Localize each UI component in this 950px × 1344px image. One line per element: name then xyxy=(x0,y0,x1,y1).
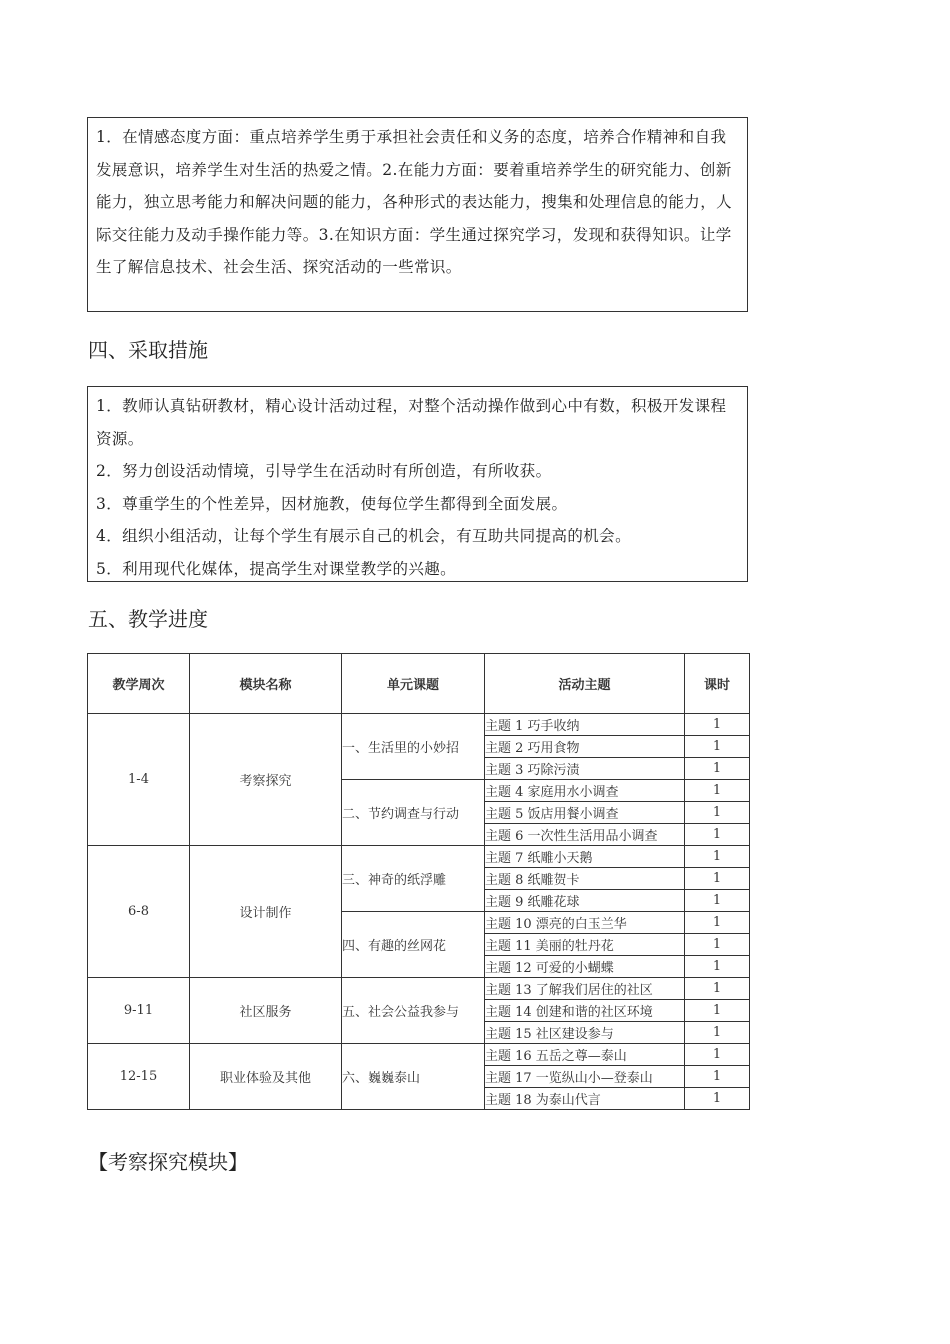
topic-cell: 主题 8 纸雕贺卡 xyxy=(485,868,685,890)
topic-cell: 主题 18 为泰山代言 xyxy=(485,1088,685,1110)
hours-cell: 1 xyxy=(685,780,750,802)
hours-cell: 1 xyxy=(685,1022,750,1044)
topic-cell: 主题 12 可爱的小蝴蝶 xyxy=(485,956,685,978)
module-cell: 职业体验及其他 xyxy=(190,1044,342,1110)
table-header-row xyxy=(88,654,750,714)
topic-cell: 主题 4 家庭用水小调查 xyxy=(485,780,685,802)
hours-cell: 1 xyxy=(685,824,750,846)
weeks-cell: 12-15 xyxy=(88,1044,190,1110)
module-cell: 社区服务 xyxy=(190,978,342,1044)
topic-cell: 主题 14 创建和谐的社区环境 xyxy=(485,1000,685,1022)
hours-cell: 1 xyxy=(685,978,750,1000)
col-header-topic: 活动主题 xyxy=(485,654,685,714)
weeks-cell: 6-8 xyxy=(88,846,190,978)
hours-cell: 1 xyxy=(685,1088,750,1110)
topic-cell: 主题 15 社区建设参与 xyxy=(485,1022,685,1044)
measure-item: 3．尊重学生的个性差异，因材施教，使每位学生都得到全面发展。 xyxy=(96,494,568,513)
col-header-module: 模块名称 xyxy=(190,654,342,714)
table-row xyxy=(88,1044,750,1066)
col-header-unit: 单元课题 xyxy=(342,654,485,714)
module-cell: 考察探究 xyxy=(190,714,342,846)
hours-cell: 1 xyxy=(685,846,750,868)
measure-item: 2．努力创设活动情境，引导学生在活动时有所创造，有所收获。 xyxy=(96,462,552,480)
topic-cell: 主题 11 美丽的牡丹花 xyxy=(485,934,685,956)
topic-cell: 主题 2 巧用食物 xyxy=(485,736,685,758)
section5-heading: 五、教学进度 xyxy=(88,607,208,631)
hours-cell: 1 xyxy=(685,1066,750,1088)
unit-cell: 四、有趣的丝网花 xyxy=(342,912,485,978)
topic-cell: 主题 17 一览纵山小—登泰山 xyxy=(485,1066,685,1088)
measure-item: 5．利用现代化媒体，提高学生对课堂教学的兴趣。 xyxy=(96,559,457,578)
measures-box xyxy=(87,386,748,582)
unit-cell: 五、社会公益我参与 xyxy=(342,978,485,1044)
topic-cell: 主题 16 五岳之尊—泰山 xyxy=(485,1044,685,1066)
goals-text: 1．在情感态度方面：重点培养学生勇于承担社会责任和义务的态度，培养合作精神和自我发展意识，培养学生对生活的热爱之情。2.在能力方面：要着重培养学生的研究能力、创新能力，独立思考能力和解决问题的能力，各种形式的表达能力，搜集和处理信息的能力，人际交往能力及动手操作能力等。3.在知识方面：学生通过探究学习，发现和获得知识。让学生了解信息技术、社会生活、探究活动的一些常识。 xyxy=(96,128,733,276)
schedule-table xyxy=(87,653,750,1110)
topic-cell: 主题 1 巧手收纳 xyxy=(485,714,685,736)
table-row xyxy=(88,846,750,868)
unit-cell: 二、节约调查与行动 xyxy=(342,780,485,846)
module-cell: 设计制作 xyxy=(190,846,342,978)
topic-cell: 主题 10 漂亮的白玉兰华 xyxy=(485,912,685,934)
unit-cell: 六、巍巍泰山 xyxy=(342,1044,485,1110)
hours-cell: 1 xyxy=(685,934,750,956)
measure-item: 1．教师认真钻研教材，精心设计活动过程，对整个活动操作做到心中有数，积极开发课程资源。 xyxy=(96,397,727,448)
topic-cell: 主题 5 饭店用餐小调查 xyxy=(485,802,685,824)
measure-item: 4．组织小组活动，让每个学生有展示自己的机会，有互助共同提高的机会。 xyxy=(96,527,631,545)
hours-cell: 1 xyxy=(685,868,750,890)
hours-cell: 1 xyxy=(685,890,750,912)
topic-cell: 主题 9 纸雕花球 xyxy=(485,890,685,912)
table-row xyxy=(88,978,750,1000)
hours-cell: 1 xyxy=(685,956,750,978)
unit-cell: 一、生活里的小妙招 xyxy=(342,714,485,780)
weeks-cell: 1-4 xyxy=(88,714,190,846)
hours-cell: 1 xyxy=(685,1000,750,1022)
section6-heading: 【考察探究模块】 xyxy=(88,1150,248,1174)
topic-cell: 主题 6 一次性生活用品小调查 xyxy=(485,824,685,846)
hours-cell: 1 xyxy=(685,736,750,758)
hours-cell: 1 xyxy=(685,714,750,736)
hours-cell: 1 xyxy=(685,802,750,824)
hours-cell: 1 xyxy=(685,912,750,934)
topic-cell: 主题 3 巧除污渍 xyxy=(485,758,685,780)
table-row xyxy=(88,714,750,736)
unit-cell: 三、神奇的纸浮雕 xyxy=(342,846,485,912)
hours-cell: 1 xyxy=(685,758,750,780)
goals-box xyxy=(87,117,748,312)
weeks-cell: 9-11 xyxy=(88,978,190,1044)
section4-heading: 四、采取措施 xyxy=(88,338,208,362)
hours-cell: 1 xyxy=(685,1044,750,1066)
col-header-hours: 课时 xyxy=(685,654,750,714)
topic-cell: 主题 7 纸雕小天鹅 xyxy=(485,846,685,868)
topic-cell: 主题 13 了解我们居住的社区 xyxy=(485,978,685,1000)
col-header-weeks: 教学周次 xyxy=(88,654,190,714)
